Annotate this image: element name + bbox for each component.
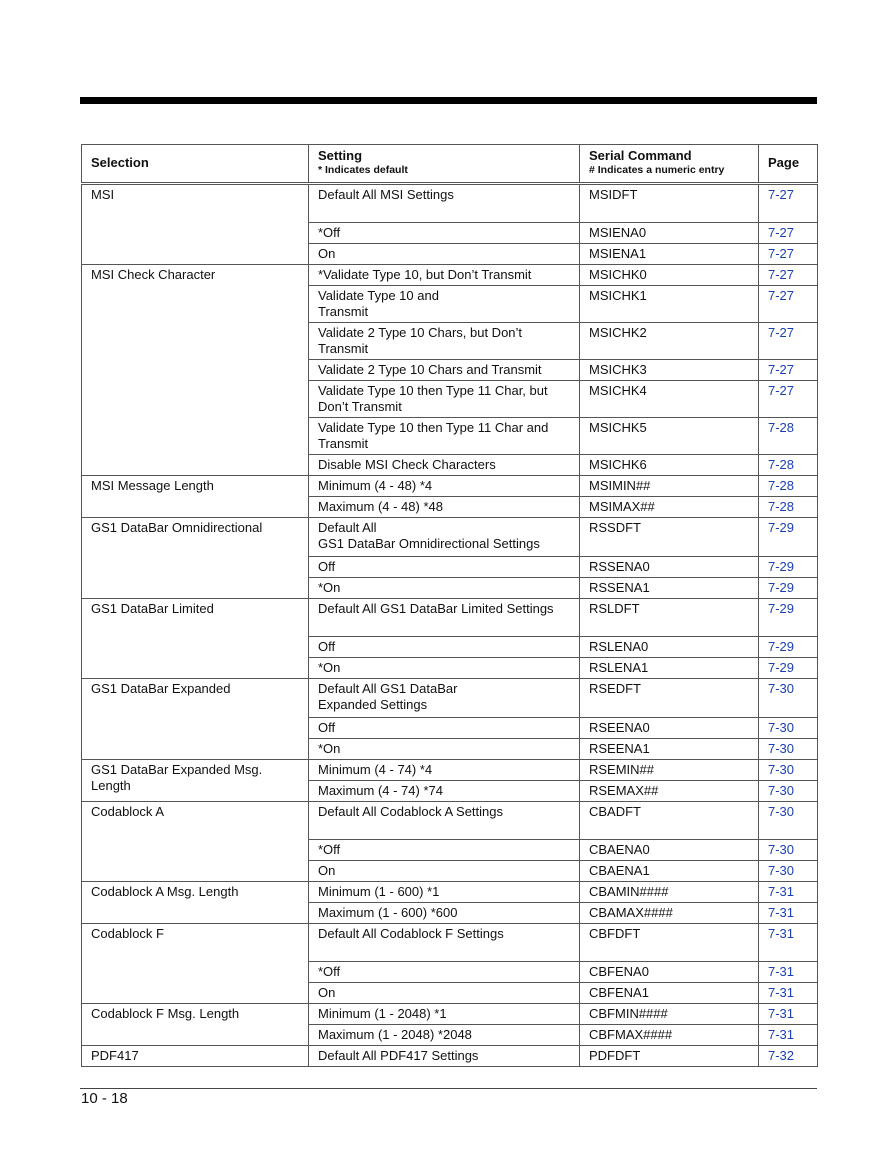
selection-cell: Codablock F [82, 924, 309, 1004]
page-reference-link[interactable]: 7-29 [768, 520, 795, 535]
setting-cell: Maximum (4 - 48) *48 [309, 497, 580, 518]
serial-command-cell: CBAMIN#### [580, 882, 759, 903]
serial-command-cell: CBFDFT [580, 924, 759, 962]
setting-cell: Minimum (4 - 48) *4 [309, 476, 580, 497]
selection-cell: MSI [82, 184, 309, 265]
serial-command-cell: CBFMAX#### [580, 1025, 759, 1046]
table-row [82, 599, 818, 637]
setting-cell: Default All Codablock F Settings [309, 924, 580, 962]
selection-cell: GS1 DataBar Limited [82, 599, 309, 679]
setting-cell: *Off [309, 223, 580, 244]
page-reference-link[interactable]: 7-30 [768, 863, 795, 878]
page-reference-link[interactable]: 7-29 [768, 580, 795, 595]
table-row [82, 1004, 818, 1025]
page-cell [759, 557, 818, 578]
page-cell [759, 184, 818, 223]
serial-command-cell: CBAENA0 [580, 840, 759, 861]
page-reference-link[interactable]: 7-27 [768, 267, 795, 282]
header-page: Page [759, 145, 818, 184]
page-reference-link[interactable]: 7-27 [768, 187, 795, 202]
serial-command-cell: MSICHK1 [580, 286, 759, 323]
serial-command-cell: RSEMIN## [580, 760, 759, 781]
setting-cell: *On [309, 739, 580, 760]
page-cell [759, 455, 818, 476]
page-cell [759, 1046, 818, 1067]
header-selection: Selection [82, 145, 309, 184]
setting-cell: Default All GS1 DataBar Expanded Settings [309, 679, 580, 718]
table-row [82, 760, 818, 781]
setting-cell: Default All PDF417 Settings [309, 1046, 580, 1067]
selection-cell: Codablock A Msg. Length [82, 882, 309, 924]
page-reference-link[interactable]: 7-27 [768, 246, 795, 261]
page-cell [759, 476, 818, 497]
setting-cell: Maximum (4 - 74) *74 [309, 781, 580, 802]
selection-cell: GS1 DataBar Omnidirectional [82, 518, 309, 599]
header-setting: Setting * Indicates default [309, 145, 580, 184]
page-cell [759, 679, 818, 718]
page-cell [759, 518, 818, 557]
serial-command-cell: RSEENA1 [580, 739, 759, 760]
page-reference-link[interactable]: 7-31 [768, 926, 795, 941]
page-reference-link[interactable]: 7-31 [768, 1027, 795, 1042]
setting-cell: Off [309, 637, 580, 658]
page-cell [759, 1025, 818, 1046]
setting-cell: Validate Type 10 then Type 11 Char and Transmit [309, 418, 580, 455]
setting-cell: Validate 2 Type 10 Chars, but Don’t Transmit [309, 323, 580, 360]
page-reference-link[interactable]: 7-30 [768, 720, 795, 735]
page-cell [759, 861, 818, 882]
page-cell [759, 223, 818, 244]
serial-command-cell: MSIMIN## [580, 476, 759, 497]
serial-command-cell: MSIENA0 [580, 223, 759, 244]
table-row [82, 882, 818, 903]
table-row [82, 184, 818, 223]
selection-cell: Codablock F Msg. Length [82, 1004, 309, 1046]
serial-command-cell: MSIENA1 [580, 244, 759, 265]
serial-command-cell: MSICHK5 [580, 418, 759, 455]
selection-cell: GS1 DataBar Expanded [82, 679, 309, 760]
page-cell [759, 983, 818, 1004]
setting-cell: Default All MSI Settings [309, 184, 580, 223]
serial-command-cell: RSEENA0 [580, 718, 759, 739]
setting-cell: Default All GS1 DataBar Limited Settings [309, 599, 580, 637]
page-cell [759, 739, 818, 760]
page-cell [759, 658, 818, 679]
page-reference-link[interactable]: 7-27 [768, 325, 795, 340]
table-row [82, 476, 818, 497]
page-cell [759, 244, 818, 265]
serial-command-cell: RSLENA0 [580, 637, 759, 658]
setting-cell: Off [309, 557, 580, 578]
serial-command-table [81, 144, 817, 1067]
serial-command-cell: RSSENA0 [580, 557, 759, 578]
page-reference-link[interactable]: 7-28 [768, 457, 795, 472]
setting-cell: Validate 2 Type 10 Chars and Transmit [309, 360, 580, 381]
selection-cell: PDF417 [82, 1046, 309, 1067]
serial-command-cell: MSIDFT [580, 184, 759, 223]
setting-cell: Validate Type 10 and Transmit [309, 286, 580, 323]
page-reference-link[interactable]: 7-31 [768, 905, 795, 920]
setting-cell: On [309, 861, 580, 882]
page-reference-link[interactable]: 7-28 [768, 420, 795, 435]
table-row [82, 679, 818, 718]
header-serial-note: # Indicates a numeric entry [589, 164, 725, 176]
serial-command-cell: MSICHK3 [580, 360, 759, 381]
page-cell [759, 840, 818, 861]
page-cell [759, 360, 818, 381]
selection-cell: Codablock A [82, 802, 309, 882]
serial-command-cell: MSICHK6 [580, 455, 759, 476]
page-cell [759, 882, 818, 903]
page-reference-link[interactable]: 7-27 [768, 362, 795, 377]
serial-command-cell: RSSENA1 [580, 578, 759, 599]
header-serial-command: Serial Command # Indicates a numeric entry [580, 145, 759, 184]
page-reference-link[interactable]: 7-29 [768, 601, 795, 616]
serial-command-cell: RSLDFT [580, 599, 759, 637]
setting-cell: Off [309, 718, 580, 739]
table-row [82, 518, 818, 557]
page-cell [759, 599, 818, 637]
setting-cell: *On [309, 578, 580, 599]
setting-cell: On [309, 983, 580, 1004]
setting-cell: Default All GS1 DataBar Omnidirectional Settings [309, 518, 580, 557]
serial-command-cell: CBFENA0 [580, 962, 759, 983]
setting-cell: Maximum (1 - 2048) *2048 [309, 1025, 580, 1046]
table-row [82, 924, 818, 962]
serial-command-cell: MSICHK4 [580, 381, 759, 418]
header-rule [80, 97, 817, 104]
serial-command-cell: CBFENA1 [580, 983, 759, 1004]
page-reference-link[interactable]: 7-31 [768, 884, 795, 899]
page-reference-link[interactable]: 7-31 [768, 985, 795, 1000]
page-cell [759, 962, 818, 983]
page-cell [759, 286, 818, 323]
page-reference-link[interactable]: 7-32 [768, 1048, 795, 1063]
page-reference-link[interactable]: 7-27 [768, 383, 795, 398]
page-cell [759, 760, 818, 781]
page-cell [759, 578, 818, 599]
table-row [82, 802, 818, 840]
serial-command-cell: MSICHK0 [580, 265, 759, 286]
table-row [82, 1046, 818, 1067]
table-row [82, 265, 818, 286]
page-reference-link[interactable]: 7-30 [768, 681, 795, 696]
page-cell [759, 802, 818, 840]
page-cell [759, 323, 818, 360]
setting-cell: *On [309, 658, 580, 679]
page-cell [759, 637, 818, 658]
page-reference-link[interactable]: 7-31 [768, 1006, 795, 1021]
page-cell [759, 924, 818, 962]
setting-cell: Validate Type 10 then Type 11 Char, but Don’t Transmit [309, 381, 580, 418]
page-reference-link[interactable]: 7-27 [768, 225, 795, 240]
page-reference-link[interactable]: 7-30 [768, 741, 795, 756]
page-cell [759, 718, 818, 739]
setting-cell: *Validate Type 10, but Don’t Transmit [309, 265, 580, 286]
setting-cell: Minimum (4 - 74) *4 [309, 760, 580, 781]
setting-cell: Default All Codablock A Settings [309, 802, 580, 840]
page-reference-link[interactable]: 7-30 [768, 842, 795, 857]
setting-cell: Minimum (1 - 600) *1 [309, 882, 580, 903]
setting-cell: *Off [309, 840, 580, 861]
setting-cell: Disable MSI Check Characters [309, 455, 580, 476]
page-cell [759, 418, 818, 455]
selection-cell: MSI Check Character [82, 265, 309, 476]
page-reference-link[interactable]: 7-29 [768, 559, 795, 574]
serial-command-cell: RSEMAX## [580, 781, 759, 802]
page-cell [759, 1004, 818, 1025]
page-reference-link[interactable]: 7-29 [768, 639, 795, 654]
page-reference-link[interactable]: 7-27 [768, 288, 795, 303]
page-reference-link[interactable]: 7-30 [768, 783, 795, 798]
setting-cell: Minimum (1 - 2048) *1 [309, 1004, 580, 1025]
selection-cell: MSI Message Length [82, 476, 309, 518]
page-number: 10 - 18 [81, 1090, 128, 1107]
serial-command-cell: CBAMAX#### [580, 903, 759, 924]
serial-command-cell: RSEDFT [580, 679, 759, 718]
serial-command-cell: RSLENA1 [580, 658, 759, 679]
page-cell [759, 497, 818, 518]
serial-command-cell: CBFMIN#### [580, 1004, 759, 1025]
page-reference-link[interactable]: 7-28 [768, 478, 795, 493]
page-reference-link[interactable]: 7-29 [768, 660, 795, 675]
header-setting-note: * Indicates default [318, 164, 408, 176]
serial-command-cell: MSICHK2 [580, 323, 759, 360]
page-cell [759, 781, 818, 802]
setting-cell: *Off [309, 962, 580, 983]
table-header-row [82, 145, 818, 184]
footer-rule [80, 1088, 817, 1089]
serial-command-cell: RSSDFT [580, 518, 759, 557]
page-reference-link[interactable]: 7-28 [768, 499, 795, 514]
page-reference-link[interactable]: 7-31 [768, 964, 795, 979]
setting-cell: Maximum (1 - 600) *600 [309, 903, 580, 924]
page-reference-link[interactable]: 7-30 [768, 762, 795, 777]
page-reference-link[interactable]: 7-30 [768, 804, 795, 819]
page-cell [759, 903, 818, 924]
serial-command-cell: PDFDFT [580, 1046, 759, 1067]
setting-cell: On [309, 244, 580, 265]
page-cell [759, 381, 818, 418]
serial-command-cell: MSIMAX## [580, 497, 759, 518]
selection-cell: GS1 DataBar Expanded Msg. Length [82, 760, 309, 802]
serial-command-cell: CBADFT [580, 802, 759, 840]
serial-command-cell: CBAENA1 [580, 861, 759, 882]
page-cell [759, 265, 818, 286]
